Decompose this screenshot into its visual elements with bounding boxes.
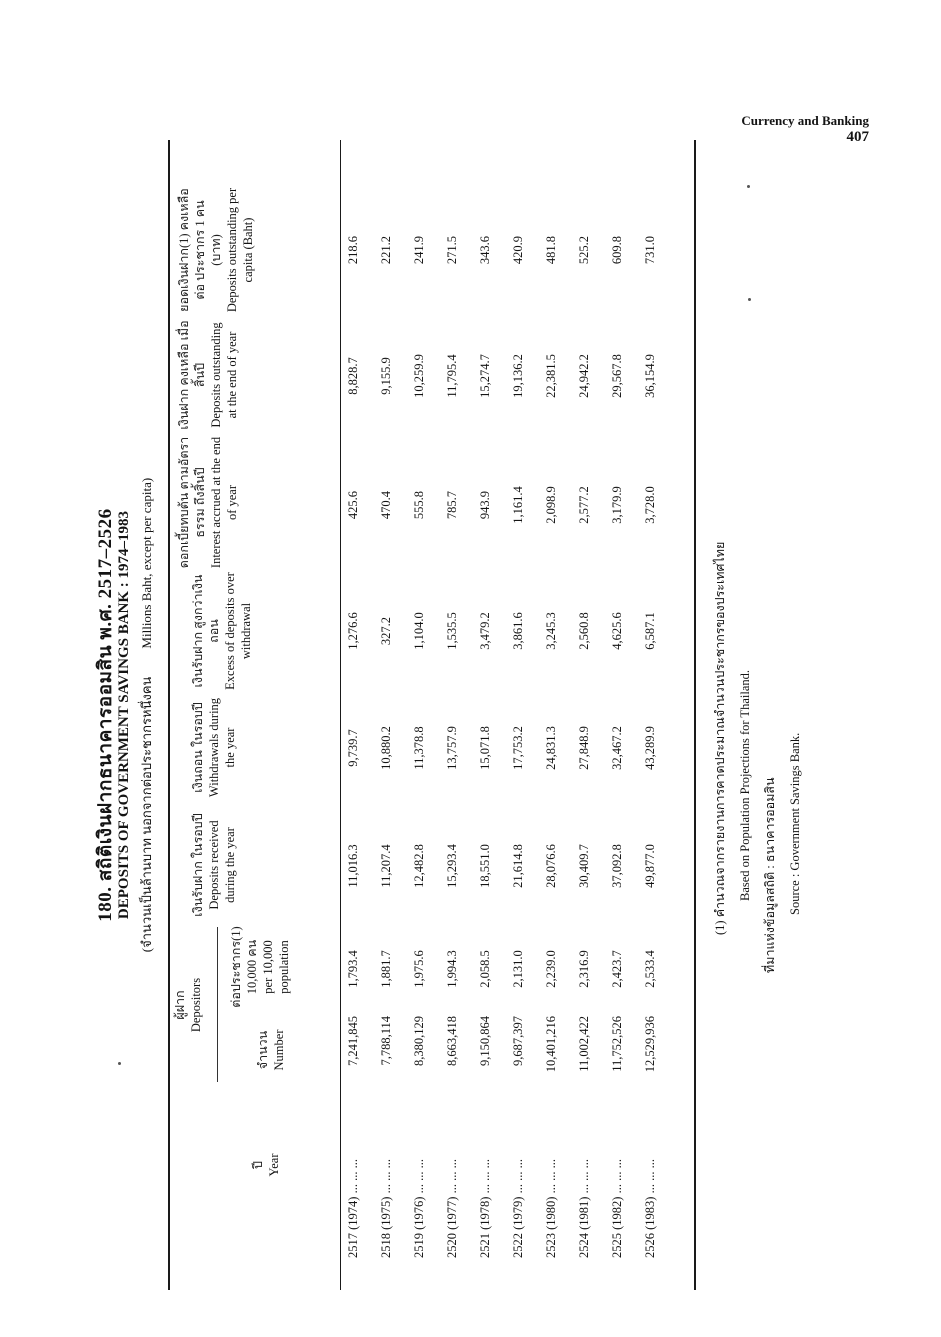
cell-per-population: 1,994.3 <box>445 950 459 988</box>
cell-excess: 3,479.2 <box>478 612 492 650</box>
cell-excess: 3,861.6 <box>511 612 525 650</box>
cell-number: 12,529,936 <box>643 1016 657 1073</box>
cell-per-population: 1,881.7 <box>379 950 393 988</box>
cell-received: 21,614.8 <box>511 844 525 888</box>
cell-per-capita: 525.2 <box>577 235 591 265</box>
cell-excess: 1,276.6 <box>346 612 360 650</box>
cell-interest: 943.9 <box>478 490 492 520</box>
table-bottom-rule <box>694 140 696 1290</box>
table-row <box>643 140 673 1290</box>
table-row <box>577 140 607 1290</box>
cell-outstanding: 22,381.5 <box>544 354 558 398</box>
cell-per-capita: 731.0 <box>643 235 657 265</box>
cell-year: 2525 (1982) ... ... ... <box>610 1159 624 1258</box>
cell-year: 2522 (1979) ... ... ... <box>511 1159 525 1258</box>
source-thai: ที่มาแห่งข้อมูลสถิติ : ธนาคารออมสิน <box>763 777 777 973</box>
cell-received: 12,482.8 <box>412 844 426 888</box>
cell-interest: 3,179.9 <box>610 486 624 524</box>
cell-outstanding: 29,567.8 <box>610 354 624 398</box>
header-number-thai: จำนวน <box>256 1030 270 1070</box>
table-top-rule <box>168 140 170 1290</box>
header-withdrawals <box>190 695 238 800</box>
header-per-capita <box>176 185 256 315</box>
depositors-sub-rule <box>217 927 218 1082</box>
cell-per-population: 2,533.4 <box>643 950 657 988</box>
cell-interest: 2,098.9 <box>544 486 558 524</box>
header-number <box>255 1015 287 1085</box>
cell-received: 11,016.3 <box>346 844 360 888</box>
header-per-capita-english: Deposits outstanding per capita (Baht) <box>225 187 255 313</box>
cell-withdrawals: 43,289.9 <box>643 726 657 770</box>
cell-withdrawals: 24,831.3 <box>544 726 558 770</box>
table-row <box>610 140 640 1290</box>
cell-per-population: 2,058.5 <box>478 950 492 988</box>
cell-per-population: 2,239.0 <box>544 950 558 988</box>
cell-year: 2517 (1974) ... ... ... <box>346 1159 360 1258</box>
header-year <box>250 1120 282 1210</box>
cell-per-capita: 609.8 <box>610 235 624 265</box>
source-english: Source : Government Savings Bank. <box>788 732 802 915</box>
cell-number: 8,380,129 <box>412 1016 426 1066</box>
cell-received: 37,092.8 <box>610 844 624 888</box>
header-received <box>190 810 238 920</box>
cell-outstanding: 8,828.7 <box>346 357 360 395</box>
cell-per-capita: 481.8 <box>544 235 558 265</box>
header-excess-thai: เงินรับฝาก สูงกว่าเงินถอน <box>191 574 221 688</box>
header-per-pop-english: per 10,000 population <box>261 940 291 994</box>
cell-per-population: 2,423.7 <box>610 950 624 988</box>
cell-interest: 1,161.4 <box>511 486 525 524</box>
header-withdrawals-english: Withdrawals during the year <box>207 697 237 798</box>
cell-excess: 2,560.8 <box>577 612 591 650</box>
cell-interest: 785.7 <box>445 490 459 520</box>
cell-per-capita: 420.9 <box>511 235 525 265</box>
cell-number: 10,401,216 <box>544 1016 558 1073</box>
cell-per-capita: 271.5 <box>445 235 459 265</box>
cell-excess: 1,535.5 <box>445 612 459 650</box>
cell-withdrawals: 17,753.2 <box>511 726 525 770</box>
cell-year: 2523 (1980) ... ... ... <box>544 1159 558 1258</box>
header-year-thai: ปี <box>251 1161 265 1169</box>
cell-year: 2518 (1975) ... ... ... <box>379 1159 393 1258</box>
cell-number: 11,752,526 <box>610 1016 624 1072</box>
cell-interest: 470.4 <box>379 490 393 520</box>
table-notes <box>708 541 808 973</box>
cell-interest: 3,728.0 <box>643 486 657 524</box>
header-depositors-english: Depositors <box>189 977 203 1033</box>
cell-received: 18,551.0 <box>478 844 492 888</box>
cell-number: 9,687,397 <box>511 1016 525 1066</box>
header-year-english: Year <box>267 1153 281 1177</box>
cell-per-capita: 241.9 <box>412 235 426 265</box>
cell-excess: 1,104.0 <box>412 612 426 650</box>
table-row <box>511 140 541 1290</box>
header-depositors-thai: ผู้ฝาก <box>173 990 187 1020</box>
page-number: 407 <box>846 129 869 145</box>
table-row <box>379 140 409 1290</box>
cell-per-capita: 221.2 <box>379 235 393 265</box>
cell-outstanding: 15,274.7 <box>478 354 492 398</box>
table-row <box>478 140 508 1290</box>
cell-withdrawals: 32,467.2 <box>610 726 624 770</box>
footnote-thai: (1) คำนวณจากรายงานการคาดประมาณจำนวนประชากรของประเทศไทย <box>713 541 727 935</box>
cell-received: 28,076.6 <box>544 844 558 888</box>
cell-number: 11,002,422 <box>577 1016 591 1072</box>
cell-year: 2519 (1976) ... ... ... <box>412 1159 426 1258</box>
cell-outstanding: 24,942.2 <box>577 354 591 398</box>
cell-year: 2520 (1977) ... ... ... <box>445 1159 459 1258</box>
cell-year: 2526 (1983) ... ... ... <box>643 1159 657 1258</box>
cell-per-population: 2,316.9 <box>577 950 591 988</box>
cell-number: 7,241,845 <box>346 1016 360 1066</box>
cell-year: 2524 (1981) ... ... ... <box>577 1159 591 1258</box>
table-row <box>346 140 376 1290</box>
cell-outstanding: 10,259.9 <box>412 354 426 398</box>
cell-per-population: 1,793.4 <box>346 950 360 988</box>
cell-received: 11,207.4 <box>379 844 393 888</box>
table-unit-note <box>136 140 157 1290</box>
cell-withdrawals: 10,880.2 <box>379 726 393 770</box>
header-per-capita-thai: ยอดเงินฝาก(1) คงเหลือต่อ ประชากร 1 คน (บาท) <box>177 188 223 312</box>
table-row <box>445 140 475 1290</box>
header-interest-thai: ดอกเบี้ยทบต้น ตามอัตราธรรม ถึงสิ้นปี <box>177 436 207 569</box>
cell-withdrawals: 13,757.9 <box>445 726 459 770</box>
header-per-pop-thai: ต่อประชากร(1) 10,000 คน <box>229 926 259 1008</box>
cell-interest: 425.6 <box>346 490 360 520</box>
cell-number: 9,150,864 <box>478 1016 492 1066</box>
rotated-table <box>90 140 850 1290</box>
header-received-english: Deposits received during the year <box>207 820 237 910</box>
cell-received: 15,293.4 <box>445 844 459 888</box>
cell-withdrawals: 27,848.9 <box>577 726 591 770</box>
cell-excess: 3,245.3 <box>544 612 558 650</box>
cell-excess: 327.2 <box>379 616 393 646</box>
cell-outstanding: 11,795.4 <box>445 354 459 398</box>
cell-outstanding: 36,154.9 <box>643 354 657 398</box>
cell-withdrawals: 9,739.7 <box>346 729 360 767</box>
header-depositors <box>172 930 204 1080</box>
cell-received: 49,877.0 <box>643 844 657 888</box>
header-withdrawals-thai: เงินถอน ในรอบปี <box>191 702 205 793</box>
cell-interest: 2,577.2 <box>577 486 591 524</box>
table-title-thai: 180. สถิติเงินฝากธนาคารออมสิน พ.ศ. 2517–2526 <box>95 508 116 922</box>
header-interest-english: Interest accrued at the end of year <box>209 436 239 569</box>
header-excess-english: Excess of deposits over withdrawal <box>223 572 253 690</box>
cell-interest: 555.8 <box>412 490 426 520</box>
cell-excess: 6,587.1 <box>643 612 657 650</box>
cell-per-capita: 343.6 <box>478 235 492 265</box>
table-row <box>544 140 574 1290</box>
cell-per-population: 1,975.6 <box>412 950 426 988</box>
header-outstanding-thai: เงินฝาก คงเหลือ เมื่อสิ้นปี <box>177 320 207 430</box>
header-outstanding-english: Deposits outstanding at the end of year <box>209 322 239 428</box>
unit-english: Millions Baht, except per capita) <box>139 477 154 649</box>
cell-per-capita: 218.6 <box>346 235 360 265</box>
header-interest <box>176 435 240 570</box>
header-excess <box>190 572 254 690</box>
header-outstanding <box>176 320 240 430</box>
table-title-english: DEPOSITS OF GOVERNMENT SAVINGS BANK : 1974–1983 <box>116 510 132 920</box>
footnote-english: Based on Population Projections for Thailand. <box>738 670 752 901</box>
section-title: Currency and Banking <box>741 113 869 128</box>
cell-per-population: 2,131.0 <box>511 950 525 988</box>
cell-withdrawals: 11,378.8 <box>412 726 426 770</box>
header-number-english: Number <box>272 1029 286 1071</box>
header-per-population <box>228 926 292 1008</box>
cell-number: 8,663,418 <box>445 1016 459 1066</box>
cell-outstanding: 19,136.2 <box>511 354 525 398</box>
cell-received: 30,409.7 <box>577 844 591 888</box>
cell-year: 2521 (1978) ... ... ... <box>478 1159 492 1258</box>
table-row <box>412 140 442 1290</box>
cell-excess: 4,625.6 <box>610 612 624 650</box>
unit-thai: (จำนวนเป็นล้านบาท นอกจากต่อประชากรหนึ่งคน <box>139 676 154 953</box>
cell-number: 7,788,114 <box>379 1016 393 1066</box>
header-bottom-rule <box>340 140 341 1290</box>
cell-outstanding: 9,155.9 <box>379 357 393 395</box>
header-received-thai: เงินรับฝาก ในรอบปี <box>191 813 205 917</box>
cell-withdrawals: 15,071.8 <box>478 726 492 770</box>
